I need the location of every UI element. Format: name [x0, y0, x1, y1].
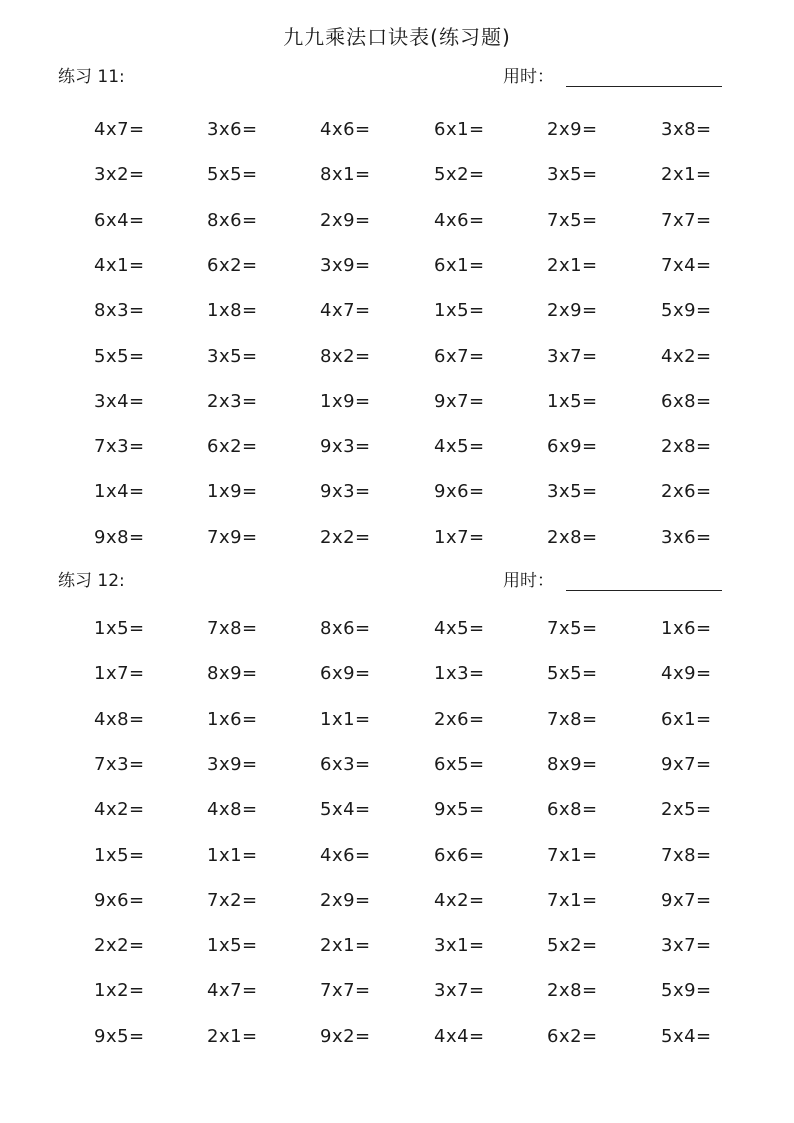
- multiplication-problem: 3x9=: [320, 255, 371, 276]
- multiplication-problem: 8x1=: [320, 164, 371, 185]
- multiplication-problem: 5x5=: [547, 663, 598, 684]
- multiplication-problem: 6x2=: [547, 1026, 598, 1047]
- multiplication-problem: 6x8=: [661, 391, 712, 412]
- multiplication-problem: 2x9=: [320, 210, 371, 231]
- multiplication-problem: 2x6=: [434, 709, 485, 730]
- multiplication-problem: 4x2=: [94, 799, 145, 820]
- multiplication-problem: 3x5=: [207, 346, 258, 367]
- time-label: 用时：: [503, 571, 554, 591]
- multiplication-problem: 3x5=: [547, 164, 598, 185]
- multiplication-problem: 7x7=: [661, 210, 712, 231]
- multiplication-problem: 8x6=: [320, 618, 371, 639]
- multiplication-problem: 9x7=: [434, 391, 485, 412]
- multiplication-problem: 6x2=: [207, 255, 258, 276]
- multiplication-problem: 1x3=: [434, 663, 485, 684]
- multiplication-problem: 1x5=: [94, 845, 145, 866]
- multiplication-problem: 4x6=: [320, 845, 371, 866]
- problem-row: [0, 931, 794, 961]
- multiplication-problem: 5x2=: [547, 935, 598, 956]
- section-header: [0, 566, 794, 596]
- multiplication-problem: 8x9=: [547, 754, 598, 775]
- multiplication-problem: 6x7=: [434, 346, 485, 367]
- multiplication-problem: 7x3=: [94, 436, 145, 457]
- problem-row: [0, 115, 794, 145]
- multiplication-problem: 1x5=: [547, 391, 598, 412]
- multiplication-problem: 2x2=: [320, 527, 371, 548]
- multiplication-problem: 4x2=: [434, 890, 485, 911]
- multiplication-problem: 3x7=: [434, 980, 485, 1001]
- multiplication-problem: 4x5=: [434, 436, 485, 457]
- time-label: 用时：: [503, 67, 554, 87]
- multiplication-problem: 9x7=: [661, 754, 712, 775]
- multiplication-problem: 3x1=: [434, 935, 485, 956]
- multiplication-problem: 1x1=: [320, 709, 371, 730]
- multiplication-problem: 7x1=: [547, 845, 598, 866]
- multiplication-problem: 2x9=: [320, 890, 371, 911]
- problem-row: [0, 160, 794, 190]
- section-label: 练习 11:: [58, 67, 125, 87]
- multiplication-problem: 7x2=: [207, 890, 258, 911]
- multiplication-problem: 7x8=: [661, 845, 712, 866]
- multiplication-problem: 9x3=: [320, 481, 371, 502]
- multiplication-problem: 9x6=: [434, 481, 485, 502]
- time-answer-line[interactable]: [566, 590, 722, 591]
- problem-row: [0, 387, 794, 417]
- multiplication-problem: 7x7=: [320, 980, 371, 1001]
- multiplication-problem: 4x4=: [434, 1026, 485, 1047]
- problem-row: [0, 296, 794, 326]
- multiplication-problem: 1x7=: [434, 527, 485, 548]
- problem-row: [0, 795, 794, 825]
- multiplication-problem: 1x7=: [94, 663, 145, 684]
- multiplication-problem: 7x8=: [207, 618, 258, 639]
- multiplication-problem: 3x6=: [207, 119, 258, 140]
- multiplication-problem: 3x7=: [661, 935, 712, 956]
- multiplication-problem: 7x9=: [207, 527, 258, 548]
- problem-row: [0, 432, 794, 462]
- multiplication-problem: 1x4=: [94, 481, 145, 502]
- multiplication-problem: 9x3=: [320, 436, 371, 457]
- multiplication-problem: 6x6=: [434, 845, 485, 866]
- multiplication-problem: 4x6=: [320, 119, 371, 140]
- multiplication-problem: 6x1=: [434, 119, 485, 140]
- multiplication-problem: 1x9=: [207, 481, 258, 502]
- problem-row: [0, 614, 794, 644]
- multiplication-problem: 3x9=: [207, 754, 258, 775]
- section-label: 练习 12:: [58, 571, 125, 591]
- problem-row: [0, 477, 794, 507]
- multiplication-problem: 4x1=: [94, 255, 145, 276]
- multiplication-problem: 5x5=: [94, 346, 145, 367]
- multiplication-problem: 1x9=: [320, 391, 371, 412]
- multiplication-problem: 6x4=: [94, 210, 145, 231]
- multiplication-problem: 2x5=: [661, 799, 712, 820]
- multiplication-problem: 5x5=: [207, 164, 258, 185]
- multiplication-problem: 2x1=: [661, 164, 712, 185]
- multiplication-problem: 7x3=: [94, 754, 145, 775]
- multiplication-problem: 6x9=: [547, 436, 598, 457]
- multiplication-problem: 5x4=: [320, 799, 371, 820]
- multiplication-problem: 2x1=: [547, 255, 598, 276]
- multiplication-problem: 2x6=: [661, 481, 712, 502]
- multiplication-problem: 7x5=: [547, 210, 598, 231]
- multiplication-problem: 5x4=: [661, 1026, 712, 1047]
- multiplication-problem: 2x9=: [547, 119, 598, 140]
- multiplication-problem: 8x2=: [320, 346, 371, 367]
- multiplication-problem: 4x7=: [94, 119, 145, 140]
- multiplication-problem: 2x9=: [547, 300, 598, 321]
- multiplication-problem: 1x5=: [434, 300, 485, 321]
- multiplication-problem: 8x3=: [94, 300, 145, 321]
- multiplication-problem: 2x8=: [661, 436, 712, 457]
- multiplication-problem: 9x5=: [434, 799, 485, 820]
- multiplication-problem: 4x8=: [207, 799, 258, 820]
- problem-row: [0, 750, 794, 780]
- problem-row: [0, 976, 794, 1006]
- multiplication-problem: 4x5=: [434, 618, 485, 639]
- multiplication-problem: 4x8=: [94, 709, 145, 730]
- problem-row: [0, 886, 794, 916]
- multiplication-problem: 4x2=: [661, 346, 712, 367]
- multiplication-problem: 2x2=: [94, 935, 145, 956]
- multiplication-problem: 6x9=: [320, 663, 371, 684]
- multiplication-problem: 2x3=: [207, 391, 258, 412]
- multiplication-problem: 8x6=: [207, 210, 258, 231]
- multiplication-problem: 6x5=: [434, 754, 485, 775]
- multiplication-problem: 5x9=: [661, 980, 712, 1001]
- multiplication-problem: 9x2=: [320, 1026, 371, 1047]
- multiplication-problem: 9x7=: [661, 890, 712, 911]
- multiplication-problem: 3x7=: [547, 346, 598, 367]
- multiplication-problem: 2x1=: [320, 935, 371, 956]
- problem-row: [0, 705, 794, 735]
- multiplication-problem: 6x3=: [320, 754, 371, 775]
- multiplication-problem: 1x2=: [94, 980, 145, 1001]
- multiplication-problem: 7x4=: [661, 255, 712, 276]
- multiplication-problem: 6x2=: [207, 436, 258, 457]
- multiplication-problem: 5x2=: [434, 164, 485, 185]
- multiplication-problem: 3x5=: [547, 481, 598, 502]
- section-header: [0, 62, 794, 92]
- multiplication-problem: 3x8=: [661, 119, 712, 140]
- multiplication-problem: 2x8=: [547, 980, 598, 1001]
- time-answer-line[interactable]: [566, 86, 722, 87]
- problem-row: [0, 1022, 794, 1052]
- multiplication-problem: 1x5=: [207, 935, 258, 956]
- multiplication-problem: 6x8=: [547, 799, 598, 820]
- multiplication-problem: 3x6=: [661, 527, 712, 548]
- multiplication-problem: 4x7=: [207, 980, 258, 1001]
- multiplication-problem: 3x4=: [94, 391, 145, 412]
- multiplication-problem: 6x1=: [434, 255, 485, 276]
- problem-row: [0, 251, 794, 281]
- multiplication-problem: 7x8=: [547, 709, 598, 730]
- practice-section-12: [0, 566, 794, 1047]
- multiplication-problem: 4x9=: [661, 663, 712, 684]
- multiplication-problem: 3x2=: [94, 164, 145, 185]
- multiplication-problem: 1x6=: [207, 709, 258, 730]
- practice-section-11: [0, 62, 794, 548]
- multiplication-problem: 1x1=: [207, 845, 258, 866]
- multiplication-problem: 4x7=: [320, 300, 371, 321]
- problem-row: [0, 206, 794, 236]
- page-title: 九九乘法口诀表(练习题): [283, 25, 511, 49]
- problem-row: [0, 841, 794, 871]
- multiplication-problem: 8x9=: [207, 663, 258, 684]
- multiplication-problem: 2x8=: [547, 527, 598, 548]
- multiplication-problem: 4x6=: [434, 210, 485, 231]
- multiplication-problem: 1x8=: [207, 300, 258, 321]
- multiplication-problem: 5x9=: [661, 300, 712, 321]
- multiplication-problem: 9x5=: [94, 1026, 145, 1047]
- multiplication-problem: 1x5=: [94, 618, 145, 639]
- multiplication-problem: 6x1=: [661, 709, 712, 730]
- multiplication-problem: 1x6=: [661, 618, 712, 639]
- problem-row: [0, 523, 794, 553]
- multiplication-problem: 2x1=: [207, 1026, 258, 1047]
- multiplication-problem: 7x1=: [547, 890, 598, 911]
- multiplication-problem: 9x8=: [94, 527, 145, 548]
- problem-row: [0, 342, 794, 372]
- multiplication-problem: 7x5=: [547, 618, 598, 639]
- multiplication-problem: 9x6=: [94, 890, 145, 911]
- problem-row: [0, 659, 794, 689]
